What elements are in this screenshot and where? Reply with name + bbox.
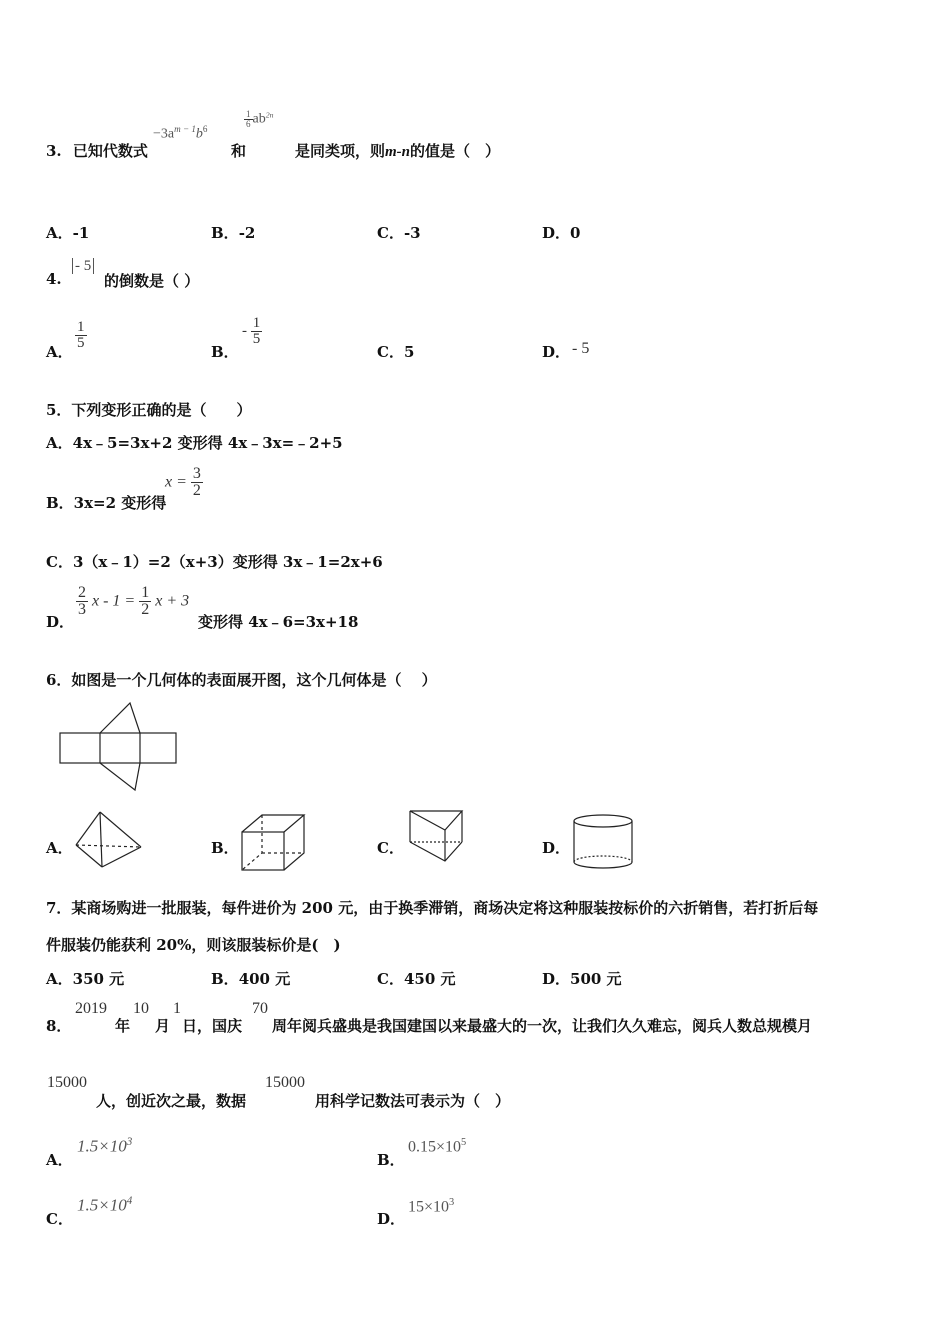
q3-option-a-value: -1 — [72, 224, 90, 242]
q8-option-c-label[interactable]: C． — [46, 1210, 73, 1228]
q5-option-b-num: 3 — [192, 465, 201, 482]
q3-expr2-num: 1 — [246, 109, 251, 119]
q8-t-line1: 周年阅兵盛典是我国建国以来最盛大的一次，让我们久久难忘，阅兵人数总规模月 — [272, 1017, 813, 1035]
q5-option-b-label[interactable]: B．3x=2 变形得 — [46, 494, 167, 512]
q5-option-b-den: 2 — [192, 482, 201, 499]
q8-option-c-base: ×10 — [98, 1195, 127, 1215]
q8-year: 2019 — [75, 1000, 107, 1017]
q8-t-day: 日，国庆 — [182, 1017, 243, 1035]
q3-suffix-var: m-n — [385, 144, 411, 160]
q5-title: 5．下列变形正确的是（ ） — [46, 401, 252, 419]
q3-expr2-sup: 2n — [265, 110, 274, 120]
q3-expr2-ab: ab — [252, 111, 266, 127]
q8-option-b-base: ×10 — [436, 1138, 462, 1156]
q7-option-a[interactable] — [46, 968, 124, 989]
q4-option-a-num: 1 — [77, 319, 85, 335]
q8-option-d-base: ×10 — [424, 1198, 450, 1216]
q8-day: 1 — [173, 1000, 181, 1017]
q5-option-d-mid: x - 1 = — [92, 592, 136, 610]
q8-option-b-exp: 5 — [461, 1137, 467, 1148]
q8-option-c-mant: 1.5 — [77, 1195, 99, 1215]
q8-t-year: 年 — [115, 1017, 131, 1035]
q3-option-d-value: 0 — [570, 224, 581, 242]
q8-t-line2b: 用科学记数法可表示为（ ） — [315, 1092, 511, 1110]
q8-option-d-mant: 15 — [408, 1198, 424, 1216]
q4-option-c-label: C． — [377, 343, 404, 361]
q8-option-d-exp: 3 — [449, 1197, 455, 1208]
q3-expr1-b: b — [195, 126, 203, 142]
q8-count: 15000 — [47, 1074, 87, 1091]
q8-option-c-exp: 4 — [126, 1195, 133, 1207]
q8-t-line2a: 人，创近次之最，数据 — [96, 1092, 247, 1110]
q3-expr1-sup: m − 1 — [174, 124, 196, 134]
q4-option-d-value: - 5 — [572, 340, 590, 357]
q7-option-c-value: 450 元 — [403, 970, 456, 988]
q7-option-a-label: A． — [46, 970, 73, 988]
q6-option-a-label[interactable]: A． — [46, 839, 73, 857]
q3-prefix: 已知代数式 — [72, 142, 148, 160]
q5-option-d-end: x + 3 — [155, 592, 190, 610]
q3-expr1-b-sup: 6 — [202, 124, 208, 134]
q8-option-a-value — [77, 1136, 132, 1157]
q6-option-c-label[interactable]: C． — [377, 839, 404, 857]
q4-option-b-label[interactable]: B． — [211, 343, 239, 361]
q8-option-a-exp: 3 — [126, 1136, 133, 1148]
q8-option-a-base: ×10 — [98, 1136, 127, 1156]
q4-option-d-label[interactable]: D． — [542, 343, 571, 361]
q3-option-c-value: -3 — [403, 224, 421, 242]
q5-option-a[interactable]: A．4x﹣5=3x+2 变形得 4x﹣3x=﹣2+5 — [46, 434, 343, 452]
q4-abs-value: - 5 — [72, 258, 94, 274]
q4-option-a-den: 5 — [77, 335, 85, 351]
q7-option-c[interactable] — [377, 968, 456, 989]
q5-option-d-text: 变形得 4x﹣6=3x+18 — [198, 613, 359, 631]
q8-count2: 15000 — [265, 1074, 305, 1091]
q6-option-b-label[interactable]: B． — [211, 839, 239, 857]
q5-option-d-den1: 3 — [78, 601, 86, 618]
q8-option-b-value — [408, 1137, 466, 1156]
q3-option-b-value: -2 — [238, 224, 256, 242]
q3-option-b-label: B． — [211, 224, 239, 242]
q8-option-a-label[interactable]: A． — [46, 1151, 73, 1169]
q8-t-month: 月 — [155, 1017, 171, 1035]
q5-option-d-den2: 2 — [141, 601, 150, 618]
q8-option-d-label[interactable]: D． — [377, 1210, 406, 1228]
q7-option-d-value: 500 元 — [570, 970, 622, 988]
q6-title: 6．如图是一个几何体的表面展开图，这个几何体是（ ） — [46, 671, 437, 689]
q3-option-c-label: C． — [377, 224, 404, 242]
q3-and: 和 — [231, 142, 247, 160]
q8-option-a-mant: 1.5 — [77, 1136, 99, 1156]
q4-number: 4. — [46, 270, 62, 288]
q3-option-a-label: A． — [46, 224, 73, 242]
q4-text: 的倒数是（ ） — [104, 272, 200, 290]
q7-option-d-label: D． — [542, 970, 571, 988]
q8-month: 10 — [133, 1000, 149, 1017]
q8-option-b-mant: 0.15 — [408, 1138, 436, 1156]
q5-option-d-label[interactable]: D． — [46, 613, 75, 631]
q5-option-c[interactable]: C．3（x﹣1）=2（x+3）变形得 3x﹣1=2x+6 — [46, 553, 383, 571]
q7-option-d[interactable] — [542, 968, 622, 989]
q3-number: 3. — [46, 142, 62, 160]
q3-expr2-den: 6 — [246, 119, 251, 129]
q3-option-d-label: D． — [542, 224, 571, 242]
q4-option-b-den: 5 — [252, 331, 261, 347]
q5-option-d-num1: 2 — [78, 584, 86, 601]
q7-option-a-value: 350 元 — [72, 970, 125, 988]
q7-option-b-value: 400 元 — [238, 970, 291, 988]
q6-option-d-label[interactable]: D． — [542, 839, 571, 857]
q8-number: 8． — [46, 1017, 72, 1035]
q7-option-b[interactable] — [211, 968, 290, 989]
q7-line2: 件服装仍能获利 20%，则该服装标价是( ) — [46, 936, 341, 954]
q4-option-c-value: 5 — [403, 343, 415, 361]
q7-line1: 7．某商场购进一批服装，每件进价为 200 元，由于换季滞销，商场决定将这种服装按标价的六折销售，若打折后每 — [46, 899, 819, 917]
q7-option-b-label: B． — [211, 970, 239, 988]
q7-option-c-label: C． — [377, 970, 404, 988]
q5-option-b-lhs: x = — [165, 473, 187, 491]
q3-expr1-a: −3a — [153, 126, 175, 142]
q8-option-c-value — [77, 1195, 132, 1216]
q3-suffix-b: 的值是（ ） — [410, 142, 501, 160]
q4-option-b-num: 1 — [252, 315, 261, 331]
q4-option-b-sign: - — [242, 323, 247, 339]
q5-option-d-num2: 1 — [141, 584, 150, 601]
q3-suffix-a: 是同类项，则 — [295, 142, 386, 160]
q8-option-b-label[interactable]: B． — [377, 1151, 405, 1169]
q4-option-a-label[interactable]: A． — [46, 343, 73, 361]
q8-option-d-value — [408, 1197, 454, 1216]
q8-anniv: 70 — [252, 1000, 268, 1017]
